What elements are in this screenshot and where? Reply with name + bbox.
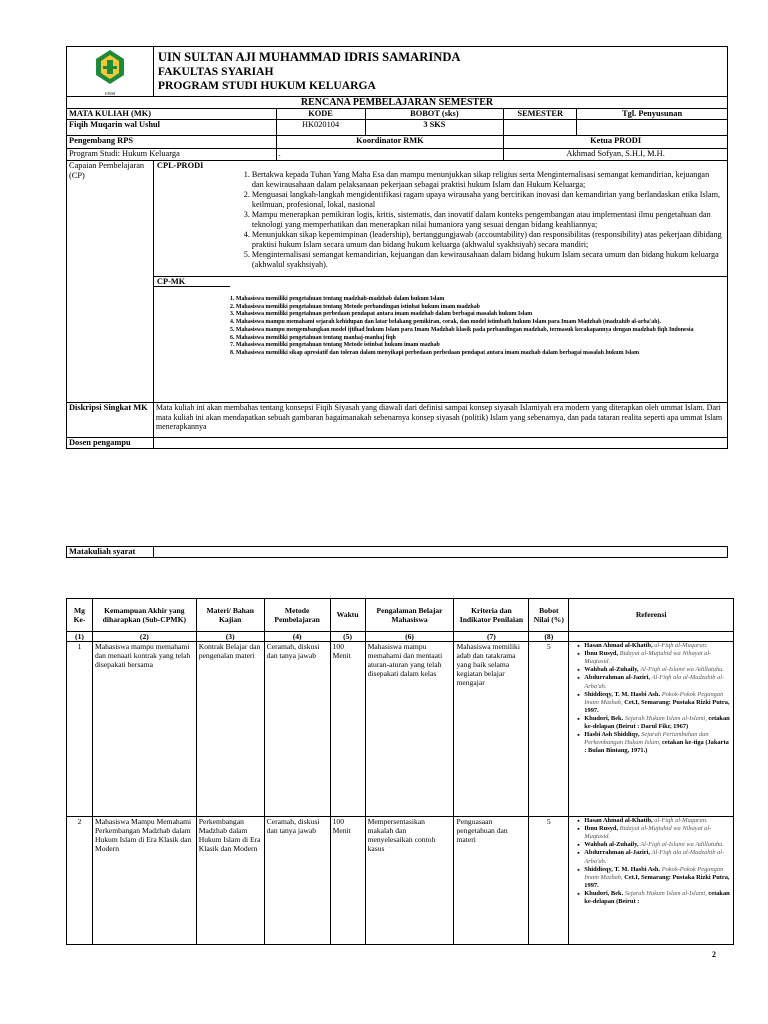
mk-name: Fiqih Muqarin wal Ushul (67, 120, 277, 136)
syarat-table (66, 546, 728, 558)
ketua-value: Akhmad Sofyan, S.H.I, M.H. (504, 149, 728, 161)
materi-cell: Perkembangan Madzhab dalam Hukum Islam di Era Klasik dan Modern (196, 817, 264, 945)
cpmk-item: 2. Mahasiswa memiliki pengetahuan tentang Metode perbandingan istinbat hukum imam madzhab (236, 304, 723, 312)
reference-item: ▪ Hasan Ahmad al-Khatib, al-Fiqh al-Muqaran. (577, 817, 731, 825)
deskripsi-text: Mata kuliah ini akan membahas tentang konsepsi Fiqih Siyasah yang diawali dari definisi sampai konsep siyasah Islamiyah era modern yang diterapkan oleh ummat Islam. Dari mata kuliah ini akan mendapatkan sebuah gambaran bagaimanakah sebenarnya konsep siyasah (politik) Islam yang sebenarnya, dan pada tataran realita seperti apa ummat Islam menerapkannya (153, 403, 727, 438)
deskripsi-label: Diskripsi Singkat MK (67, 403, 154, 438)
bobot-cell: 5 (529, 642, 569, 817)
semester-value (504, 120, 577, 136)
cpl-list (238, 170, 723, 270)
program-name: PROGRAM STUDI HUKUM KELUARGA (157, 78, 376, 92)
syarat-label: Matakuliah syarat (67, 547, 154, 558)
cpl-cell (153, 161, 727, 277)
col-header: Kemampuan Akhir yang diharapkan (Sub-CPMK) (92, 599, 196, 632)
week-number: 1 (67, 642, 93, 817)
bobot-cell: 5 (529, 817, 569, 945)
waktu-cell: 100 Menit (330, 642, 365, 817)
table-row (67, 817, 734, 945)
capaian-label: Capaian Pembelajaran (CP) (67, 161, 154, 403)
cpmk-item: 1. Mahasiswa memiliki pengetahuan tentang madzhab-madzhab dalam hukum Islam (236, 296, 723, 304)
cpmk-item: 8. Mahasiswa memiliki sikap apresiatif dan toleran dalam menyikapi perbedaan perbedaan pendapat antara imam mazhab dalam berbagai masalah hukum Islam (236, 350, 723, 358)
logo-text: UINSI (104, 91, 116, 96)
weekly-plan-table (66, 598, 734, 945)
cpl-item: 3. Mampu menerapkan pemikiran logis, kritis, sistematis, dan inovatif dalam konteks pengembangan atau implementasi ilmu pengetahuan dan teknologi yang memperhatikan dan menerapkan nilai humaniora yang sesuai dengan bidang keahliannya; (252, 210, 723, 230)
week-number: 2 (67, 817, 93, 945)
mk-code: HK020104 (276, 120, 365, 136)
reference-list (571, 642, 731, 755)
pengembang-label: Pengembang RPS (67, 136, 277, 149)
col-header: Metode Pembelajaran (264, 599, 330, 632)
cpl-item: 2. Menguasai langkah-langkah mengidentifikasi ragam upaya wirausaha yang bercirikan inovasi dan kemandirian yang berlandaskan etika Islam, keilmuan, profesional, lokal, nasional (252, 190, 723, 210)
cpmk-cell (153, 277, 727, 403)
column-number-row (67, 632, 734, 642)
reference-item: ▪ Khudori, Bek. Sejarah Hukum Islam al-Islami, cetakan ke-delapan (Beirut : Darul Fikr, 1967) (577, 715, 731, 731)
metode-cell: Ceramah, diskusi dan tanya jawab (264, 817, 330, 945)
rps-header-table (66, 46, 728, 449)
table-header-row (67, 599, 734, 632)
pengalaman-cell: Mempersentasikan makalah dan menyelesaikan contoh kasus (365, 817, 454, 945)
col-number: (3) (196, 632, 264, 642)
dosen-value (153, 438, 727, 449)
reference-item: ▪ Hasan Ahmad al-Khatib, al-Fiqh al-Muqaran. (577, 642, 731, 650)
referensi-cell (569, 817, 734, 945)
reference-item: ▪ Hasbi Ash Shiddiqy, Sejarah Pertumbuhan dan Perkembangan Hukum Islam, cetakan ke-tiga (Jakarta : Bulan Bintang, 1971.) (577, 731, 731, 755)
university-name: UIN SULTAN AJI MUHAMMAD IDRIS SAMARINDA (157, 50, 461, 65)
cpmk-list (222, 296, 723, 358)
col-number: (5) (330, 632, 365, 642)
reference-item: ▪ Shiddieqy, T. M. Hasbi Ash. Pokok-Pokok Pegangan Imam Mazhab, Cet.I, Semarang: Pustaka Rizki Putra, 1997. (577, 866, 731, 890)
cpl-item: 5. Menginternalisasi semangat kemandirian, kejuangan dan kewirausahaan dalam bidang hukum Islam secara umum dan bidang hukum keluarga (akhwalul syakhsiyah). (252, 250, 723, 270)
referensi-cell (569, 642, 734, 817)
col-number: (7) (454, 632, 529, 642)
col-number (569, 632, 734, 642)
pengalaman-cell: Mahasiswa mampu memahami dan mentaati aturan-aturan yang telah disepakati dalam kelas (365, 642, 454, 817)
cpmk-label: CP-MK (154, 277, 230, 287)
rps-title: RENCANA PEMBELAJARAN SEMESTER (67, 97, 728, 109)
logo-cell (67, 47, 154, 97)
reference-item: ▪ Wahbah al-Zuhaily, Al-Fiqh al-Islami wa Adillatuhu. (577, 841, 731, 849)
tgl-value (577, 120, 728, 136)
mk-label: MATA KULIAH (MK) (67, 109, 277, 120)
table-row (67, 642, 734, 817)
reference-item: ▪ Ibnu Rusyd, Bidayat al-Mujtahid wa Nihayat al- Muqtasid. (577, 825, 731, 841)
page-number: 2 (712, 950, 716, 959)
reference-item: ▪ Ibnu Rusyd, Bidayat al-Mujtahid wa Nihayat al- Muqtasid. (577, 650, 731, 666)
materi-cell: Kontrak Belajar dan pengenalan materi (196, 642, 264, 817)
syarat-value (154, 547, 728, 558)
tgl-label: Tgl. Penyusunan (577, 109, 728, 120)
cpl-item: 1. Bertakwa kepada Tuhan Yang Maha Esa dan mampu menunjukkan sikap religius serta Menginternalisasi semangat kemandirian, kejuangan dan kewirausahaan dalam pelaksanaan pekerjaan sebagai praktisi hukum Islam dan Hukum Keluarga; (252, 170, 723, 190)
kemampuan-cell: Mahasiswa Mampu Memahami Perkembangan Madzhab dalam Hukum Islam di Era Klasik dan Modern (92, 817, 196, 945)
reference-item: ▪ Abdurrahman al-Jaziri, Al-Fiqh ala al-Madzahib al-Arba'ah. (577, 849, 731, 865)
kriteria-cell: Penguasaan pengetahuan dan materi (454, 817, 529, 945)
col-header: Waktu (330, 599, 365, 632)
reference-item: ▪ Abdurrahman al-Jaziri, Al-Fiqh ala al-Madzahib al-Arba'ah. (577, 674, 731, 690)
ketua-label: Ketua PRODI (504, 136, 728, 149)
cpmk-item: 7. Mahasiswa memiliki pengetahuan tentang Metode istinbat hukum imam mazhab (236, 342, 723, 350)
kode-label: KODE (276, 109, 365, 120)
cpmk-item: 6. Mahasiswa memiliki pengetahuan tentang manhaj-manhaj fiqh (236, 335, 723, 343)
reference-item: ▪ Shiddieqy, T. M. Hasbi Ash. Pokok-Pokok Pegangan Imam Mazhab, Cet.I, Semarang: Pustaka Rizki Putra, 1997. (577, 691, 731, 715)
faculty-name: FAKULTAS SYARIAH (157, 64, 274, 78)
pengembang-value: Program Studi: Hukum Keluarga (67, 149, 277, 161)
col-header: Kriteria dan Indikator Penilaian (454, 599, 529, 632)
bobot-label: BOBOT (sks) (365, 109, 504, 120)
col-number: (8) (529, 632, 569, 642)
semester-label: SEMESTER (504, 109, 577, 120)
col-number: (6) (365, 632, 454, 642)
col-header: Mg Ke- (67, 599, 93, 632)
col-header: Pengalaman Belajar Mahasiswa (365, 599, 454, 632)
kemampuan-cell: Mahasiswa mampu memahami dan menaati kontrak yang telah disepakati bersama (92, 642, 196, 817)
mk-credits: 3 SKS (365, 120, 504, 136)
reference-item: ▪ Wahbah al-Zuhaily, Al-Fiqh al-Islami wa Adillatuhu. (577, 666, 731, 674)
institution-cell (153, 47, 727, 97)
cpmk-item: 4. Mahasiswa mampu memahami sejarah kehidupan dan latar belakang pemikiran, corak, dan model istimbath hukum Islam para Imam Madzhab (madzahib al-arba'ah). (236, 319, 723, 327)
metode-cell: Ceramah, diskusi dan tanya jawab (264, 642, 330, 817)
cpl-label: CPL-PRODI (156, 161, 204, 170)
col-number: (4) (264, 632, 330, 642)
col-number: (2) (92, 632, 196, 642)
koordinator-label: Koordinator RMK (276, 136, 504, 149)
reference-list (571, 817, 731, 906)
koordinator-value: . (276, 149, 504, 161)
cpl-item: 4. Menunjukkan sikap kepemimpinan (leadership), bertanggungjawab (accountability) dan responsibilitas (responsibility) atas pekerjaan dibidang praktisi hukum Islam secara umum dan bidang hukum keluarga (akhwalul syakhsiyah) secara mandiri; (252, 230, 723, 250)
col-number: (1) (67, 632, 93, 642)
cpmk-item: 3. Mahasiswa memiliki pengetahuan perbedaan pendapat antara imam madzhab dalam berbagai masalah hukum Islam (236, 311, 723, 319)
waktu-cell: 100 Menit (330, 817, 365, 945)
dosen-label: Dosen pengampu (67, 438, 154, 449)
col-header: Referensi (569, 599, 734, 632)
col-header: Bobot Nilai (%) (529, 599, 569, 632)
cpmk-item: 5. Mahasiswa mampu mengembangkan model ijtihad hukum Islam para Imam Madzhab klasik pada perbandingan madzhab, termasuk kecakapannya dengan madzhab fiqh Indonesia (236, 327, 723, 335)
reference-item: ▪ Khudori, Bek. Sejarah Hukum Islam al-Islami, cetakan ke-delapan (Beirut : (577, 890, 731, 906)
university-logo (88, 47, 132, 89)
kriteria-cell: Mahasiswa memiliki adab dan tatakrama yang baik selama kegiatan belajar mengajar (454, 642, 529, 817)
col-header: Materi/ Bahan Kajian (196, 599, 264, 632)
